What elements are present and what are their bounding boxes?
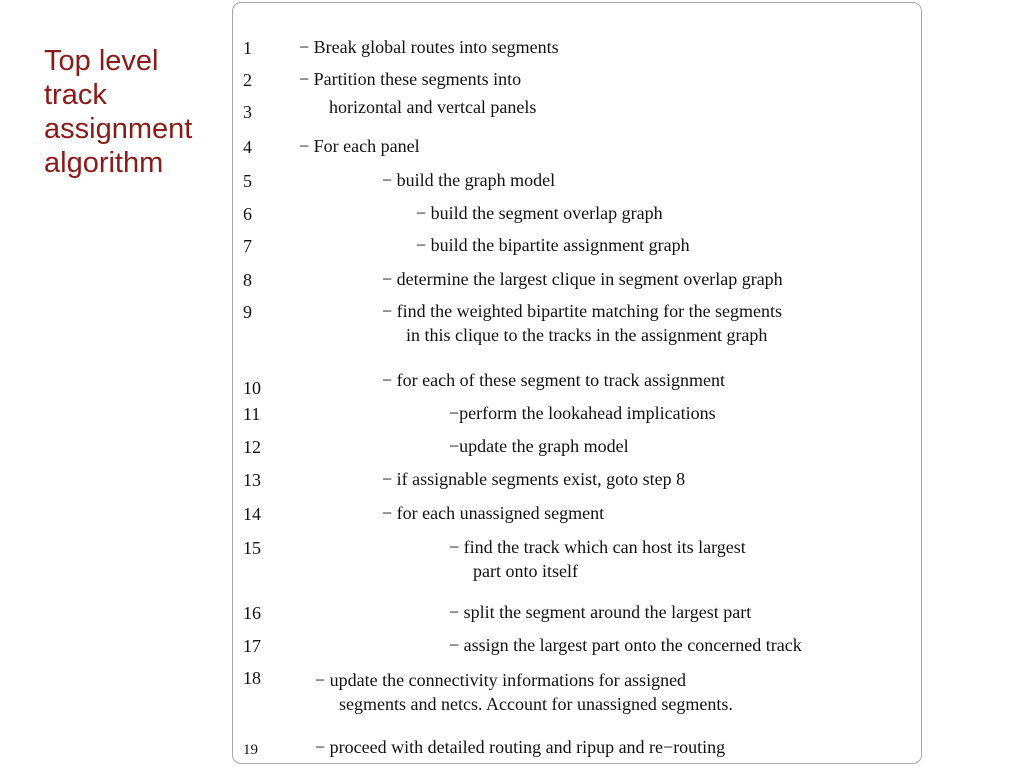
step-number: 19 — [243, 742, 258, 758]
step-text-line: − find the weighted bipartite matching for the segments — [382, 301, 783, 321]
algorithm-step — [233, 168, 921, 192]
step-number: 1 — [243, 38, 252, 58]
algorithm-step — [233, 668, 921, 716]
step-text-line: − build the bipartite assignment graph — [416, 235, 690, 255]
step-text — [416, 233, 690, 257]
step-text — [299, 35, 559, 59]
step-number: 3 — [243, 102, 252, 122]
step-text — [382, 299, 782, 347]
step-number: 12 — [243, 437, 261, 457]
algorithm-step — [233, 35, 921, 59]
algorithm-step — [233, 501, 921, 525]
step-text — [449, 633, 802, 657]
step-text — [449, 535, 746, 583]
step-text — [449, 434, 629, 458]
step-number: 2 — [243, 70, 252, 90]
algorithm-step — [233, 368, 921, 398]
slide-title-line: assignment — [44, 113, 193, 145]
algorithm-step — [233, 67, 921, 91]
algorithm-step — [233, 95, 921, 122]
step-number: 5 — [243, 171, 252, 191]
step-text-line: − Break global routes into segments — [299, 37, 559, 57]
step-text — [382, 368, 725, 392]
step-text-line: − proceed with detailed routing and ripup and re−routing — [315, 737, 726, 757]
step-number: 7 — [243, 236, 252, 256]
step-text-line: − For each panel — [299, 136, 420, 156]
algorithm-step — [233, 299, 921, 347]
algorithm-step — [233, 600, 921, 624]
step-number: 10 — [243, 378, 261, 398]
step-text — [299, 134, 420, 158]
step-text-line: − determine the largest clique in segment overlap graph — [382, 269, 783, 289]
step-number: 11 — [243, 404, 261, 424]
slide-title — [44, 44, 234, 180]
step-text-line: − update the connectivity informations for assigned — [315, 670, 687, 690]
algorithm-step — [233, 201, 921, 225]
step-text-line: horizontal and vertcal panels — [329, 97, 537, 117]
algorithm-panel — [232, 2, 922, 764]
slide-title-line: algorithm — [44, 147, 164, 179]
step-text-line: − build the segment overlap graph — [416, 203, 663, 223]
step-number: 15 — [243, 538, 261, 558]
step-text-line: − find the track which can host its largest — [449, 537, 746, 557]
algorithm-step — [233, 134, 921, 158]
step-text — [382, 267, 783, 291]
step-text — [449, 600, 751, 624]
step-text-line: − Partition these segments into — [299, 69, 522, 89]
step-text-line: in this clique to the tracks in the assignment graph — [406, 325, 768, 345]
algorithm-step — [233, 267, 921, 291]
step-number: 18 — [243, 668, 261, 688]
step-number: 17 — [243, 636, 261, 656]
algorithm-step — [233, 735, 921, 759]
slide-title-line: Top level — [44, 45, 159, 77]
step-number: 14 — [243, 504, 261, 524]
step-number: 4 — [243, 137, 252, 157]
algorithm-step — [233, 434, 921, 458]
step-text — [315, 668, 733, 716]
slide-title-line: track — [44, 79, 107, 111]
step-text-line: part onto itself — [473, 561, 578, 581]
step-number: 8 — [243, 270, 252, 290]
step-number: 16 — [243, 603, 261, 623]
step-text-line: −perform the lookahead implications — [449, 403, 716, 423]
step-text — [382, 467, 685, 491]
algorithm-step — [233, 401, 921, 425]
step-number: 6 — [243, 204, 252, 224]
step-text-line: − assign the largest part onto the concerned track — [449, 635, 802, 655]
algorithm-step — [233, 467, 921, 491]
step-number: 13 — [243, 470, 261, 490]
step-text — [382, 501, 604, 525]
step-text-line: − build the graph model — [382, 170, 556, 190]
step-text-line: −update the graph model — [449, 436, 629, 456]
algorithm-step — [233, 633, 921, 657]
step-number: 9 — [243, 302, 252, 322]
step-text-line: segments and netcs. Account for unassigned segments. — [339, 694, 733, 714]
step-text — [329, 95, 536, 119]
step-text — [299, 67, 521, 91]
step-text-line: − if assignable segments exist, goto step 8 — [382, 469, 686, 489]
step-text — [315, 735, 725, 759]
step-text-line: − split the segment around the largest part — [449, 602, 752, 622]
algorithm-step — [233, 233, 921, 257]
algorithm-step — [233, 535, 921, 583]
step-text — [382, 168, 555, 192]
step-text — [416, 201, 663, 225]
step-text-line: − for each unassigned segment — [382, 503, 605, 523]
step-text — [449, 401, 716, 425]
step-text-line: − for each of these segment to track assignment — [382, 370, 726, 390]
